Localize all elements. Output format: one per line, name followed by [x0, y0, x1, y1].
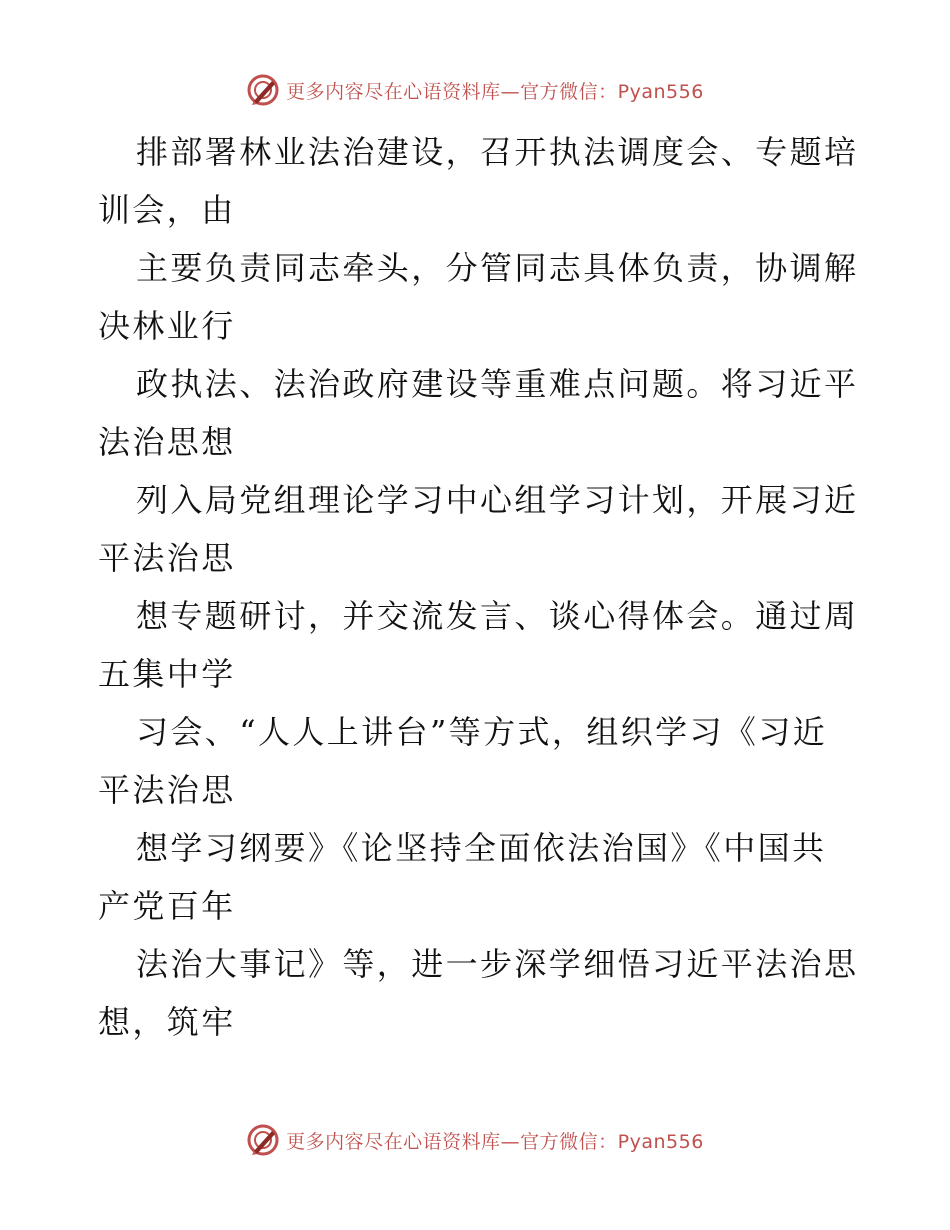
body-line: 平法治思 [98, 771, 236, 809]
document-body [98, 123, 858, 1051]
footer-banner-text: 更多内容尽在心语资料库—官方微信：Pyan556 [286, 1130, 704, 1153]
header-watermark-banner [0, 70, 950, 110]
body-line: 政执法、法治政府建设等重难点问题。将习近平 [136, 365, 859, 403]
header-wechat-id: Pyan556 [617, 80, 704, 103]
body-line: 训会，由 [98, 191, 236, 229]
body-line: 习会、“人人上讲台”等方式，组织学习《习近 [136, 713, 828, 751]
footer-watermark-banner [0, 1120, 950, 1160]
body-line: 法治大事记》等，进一步深学细悟习近平法治思 [136, 945, 859, 983]
header-banner-text: 更多内容尽在心语资料库—官方微信：Pyan556 [286, 80, 704, 103]
body-line: 列入局党组理论学习中心组学习计划，开展习近 [136, 481, 859, 519]
body-line: 主要负责同志牵头，分管同志具体负责，协调解 [136, 249, 859, 287]
pen-logo-icon [246, 1123, 280, 1157]
body-line: 想，筑牢 [98, 1003, 236, 1041]
body-line: 想学习纲要》《论坚持全面依法治国》《中国共 [136, 829, 827, 867]
body-line: 法治思想 [98, 423, 236, 461]
body-line: 平法治思 [98, 539, 236, 577]
footer-wechat-id: Pyan556 [617, 1130, 704, 1153]
body-line: 产党百年 [98, 887, 236, 925]
body-line: 决林业行 [98, 307, 236, 345]
body-line: 想专题研讨，并交流发言、谈心得体会。通过周 [136, 597, 859, 635]
body-line: 排部署林业法治建设，召开执法调度会、专题培 [136, 133, 859, 171]
pen-logo-icon [246, 73, 280, 107]
body-line: 五集中学 [98, 655, 236, 693]
